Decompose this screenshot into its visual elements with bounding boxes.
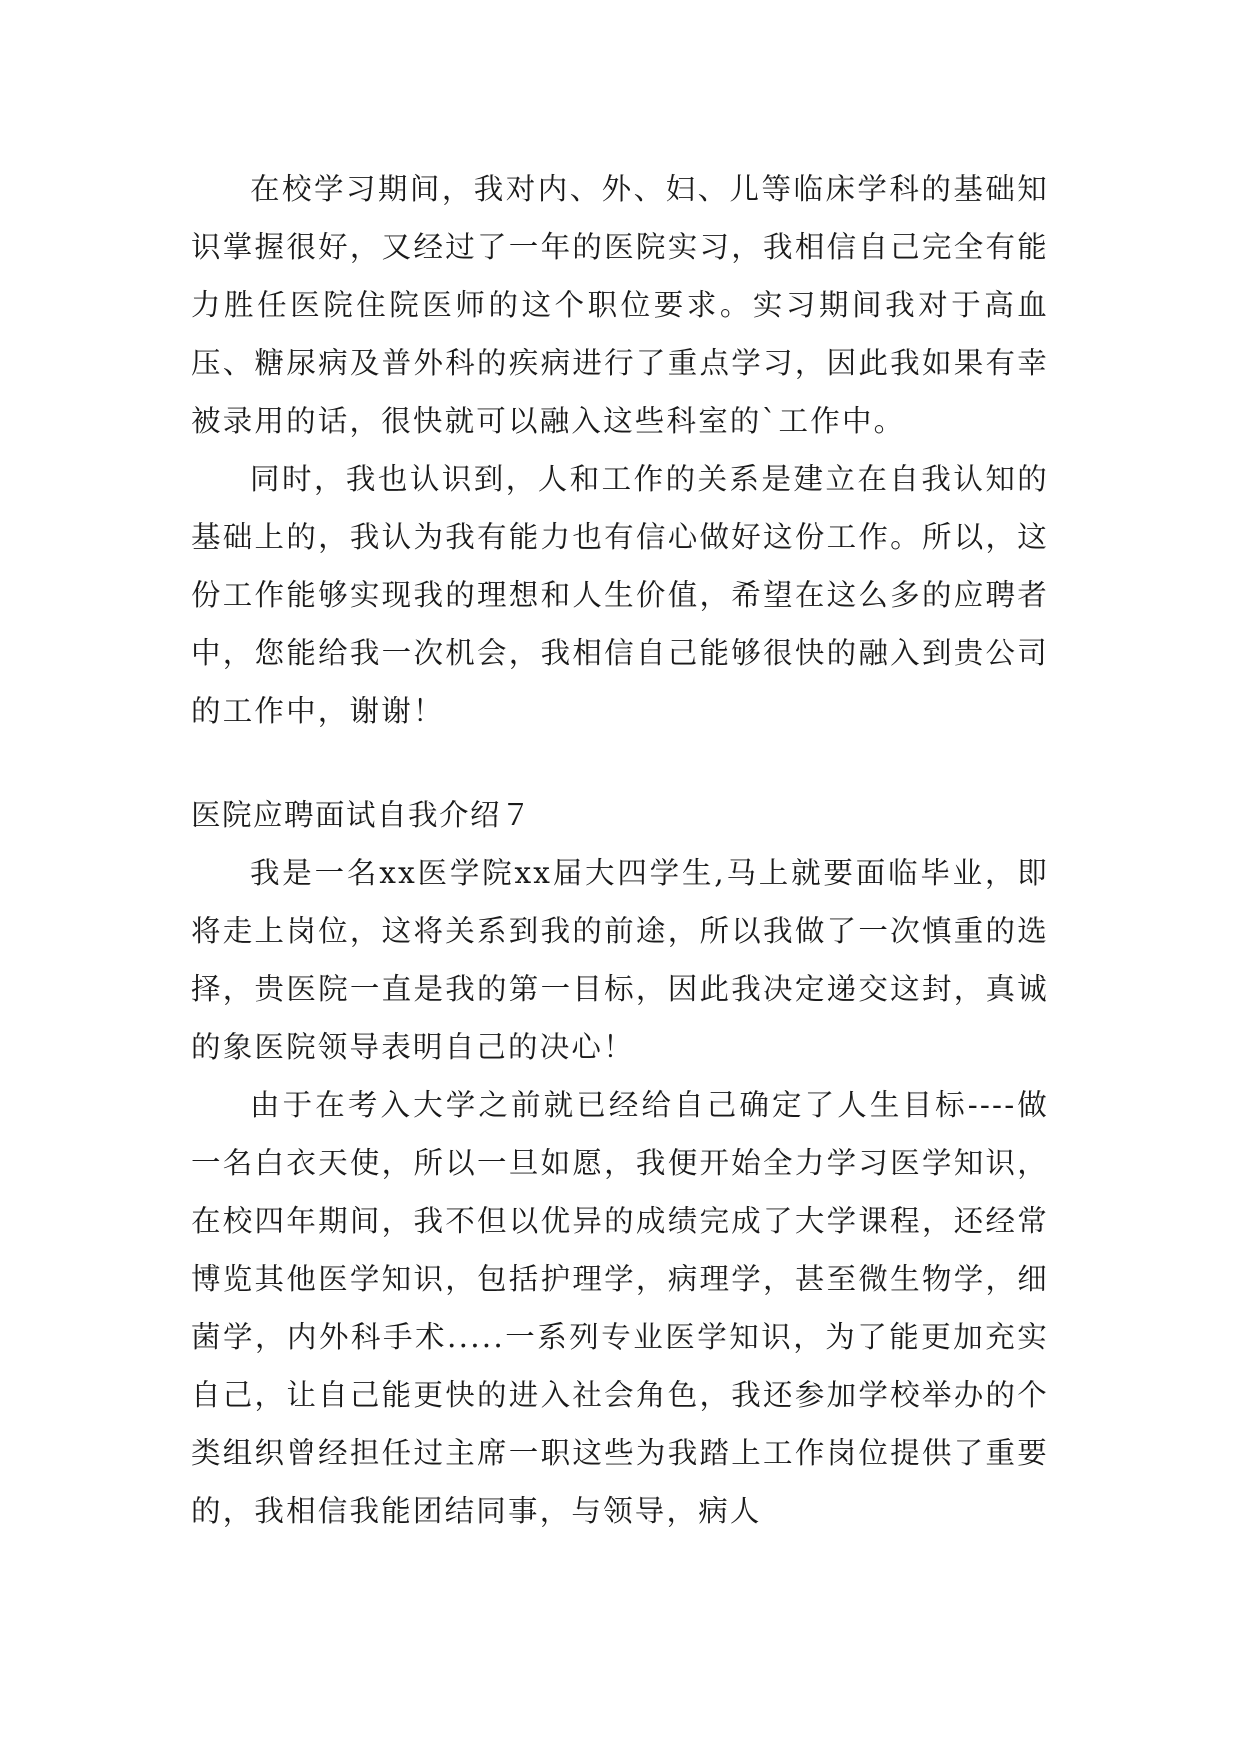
document-body (191, 160, 1049, 1540)
paragraph-study-period: 在校学习期间，我对内、外、妇、儿等临床学科的基础知识掌握很好，又经过了一年的医院实习，我相信自己完全有能力胜任医院住院医师的这个职位要求。实习期间我对于高血压、糖尿病及普外科的疾病进行了重点学习，因此我如果有幸被录用的话，很快就可以融入这些科室的`工作中。 (191, 172, 1049, 438)
paragraph-self-awareness: 同时，我也认识到，人和工作的关系是建立在自我认知的基础上的，我认为我有能力也有信心做好这份工作。所以，这份工作能够实现我的理想和人生价值，希望在这么多的应聘者中，您能给我一次机会，我相信自己能够很快的融入到贵公司的工作中，谢谢！ (191, 462, 1049, 728)
paragraph-introduction: 我是一名xx医学院xx届大四学生,马上就要面临毕业，即将走上岗位，这将关系到我的前途，所以我做了一次慎重的选择，贵医院一直是我的第一目标，因此我决定递交这封，真诚的象医院领导表明自己的决心！ (191, 856, 1049, 1064)
section-title: 医院应聘面试自我介绍７ (191, 798, 533, 832)
paragraph-career-goal: 由于在考入大学之前就已经给自己确定了人生目标----做一名白衣天使，所以一旦如愿，我便开始全力学习医学知识，在校四年期间，我不但以优异的成绩完成了大学课程，还经常博览其他医学知识，包括护理学，病理学，甚至微生物学，细菌学，内外科手术.....一系列专业医学知识，为了能更加充实自己，让自己能更快的进入社会角色，我还参加学校举办的个类组织曾经担任过主席一职这些为我踏上工作岗位提供了重要的，我相信我能团结同事，与领导，病人 (191, 1088, 1049, 1528)
